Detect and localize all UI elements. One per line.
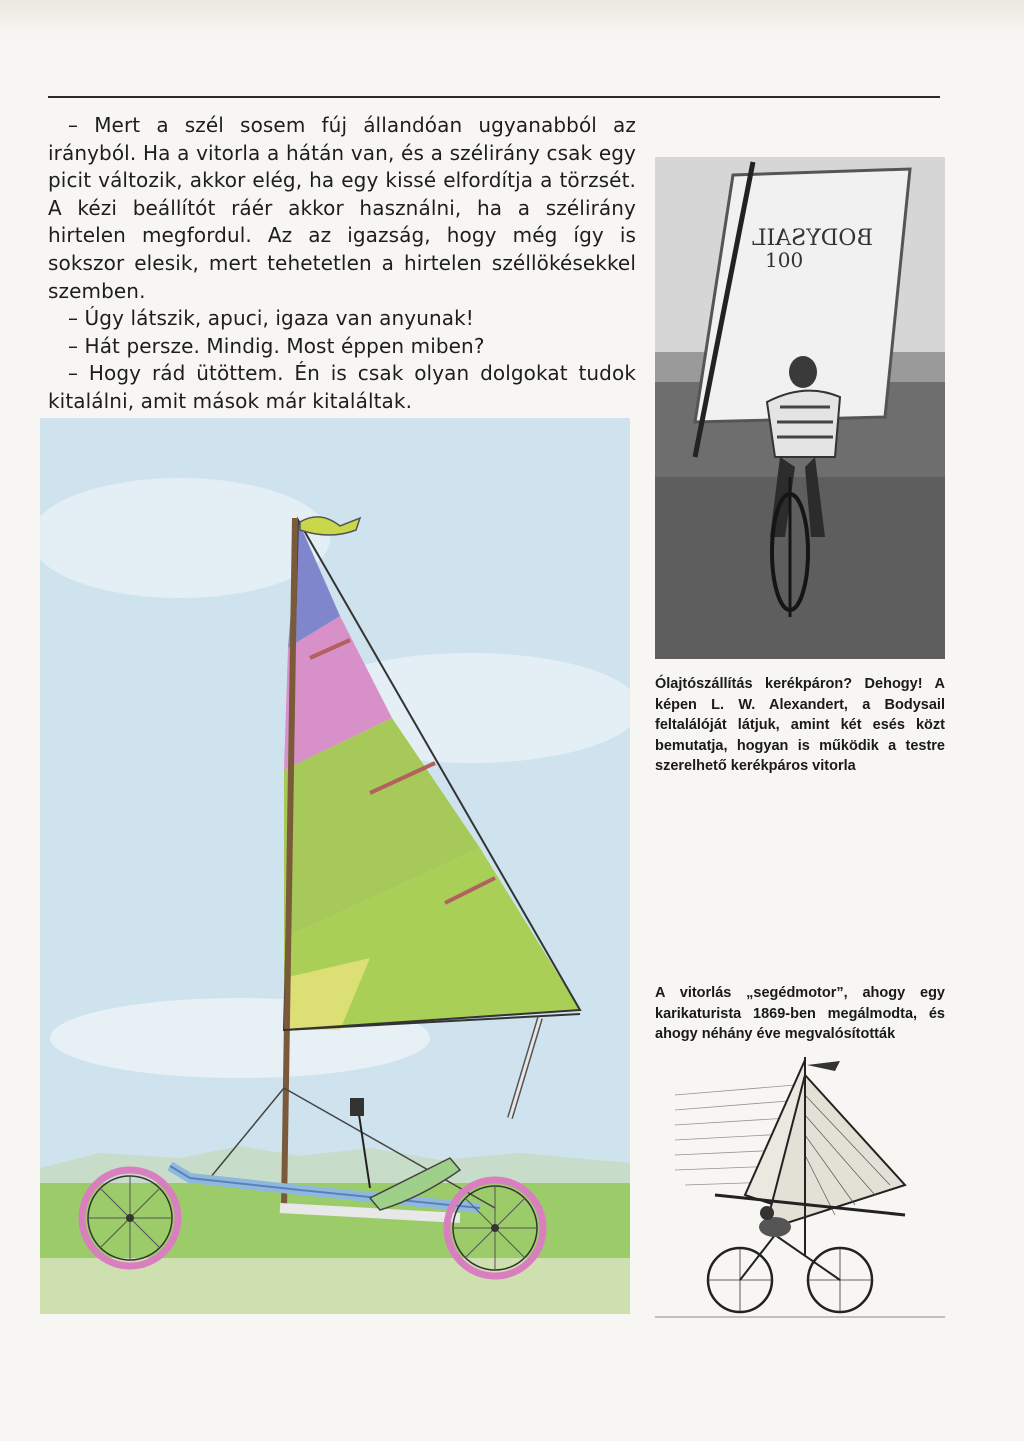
photo-caption: Ólajtószállítás kerékpáron? Dehogy! A képen L. W. Alexandert, a Bodysail feltalálóját látjuk, amint két esés közt bemutatja, hogyan is működik a testre szerelhető kerékpáros vitorla <box>655 676 945 774</box>
page-top-tint <box>0 0 1024 36</box>
paragraph-1: – Mert a szél sosem fúj állandóan ugyanabból az irányból. Ha a vitorla a hátán van, és a szélirány csak egy picit változik, akkor elég, ha egy kissé elfordítja a törzsét. A kézi beállítót ráér akkor használni, ha a szélirány hirtelen megfordul. Az az igazság, hogy még így is sokszor elesik, mert tehetetlen a hirtelen széllökésekkel szemben. <box>48 113 636 303</box>
top-rule <box>48 96 940 98</box>
paragraph-2: – Úgy látszik, apuci, igaza van anyunak! <box>68 306 474 331</box>
bodysail-photo <box>655 157 945 659</box>
main-text <box>48 112 636 416</box>
sail-number-text: 100 <box>765 248 804 272</box>
paragraph-3: – Hát persze. Mindig. Most éppen miben? <box>68 333 485 358</box>
engraving-caption: A vitorlás „segédmotor”, ahogy egy karikaturista 1869-ben megálmodta, és ahogy néhány éve megvalósították <box>655 985 945 1042</box>
engraving-1869 <box>655 1055 945 1335</box>
paragraph-4: – Hogy rád ütöttem. Én is csak olyan dolgokat tudok kitalálni, amit mások már kitaláltak. <box>48 361 636 413</box>
sail-tricycle-illustration <box>40 418 630 1314</box>
sail-brand-text: BODYSAIL <box>751 226 873 251</box>
